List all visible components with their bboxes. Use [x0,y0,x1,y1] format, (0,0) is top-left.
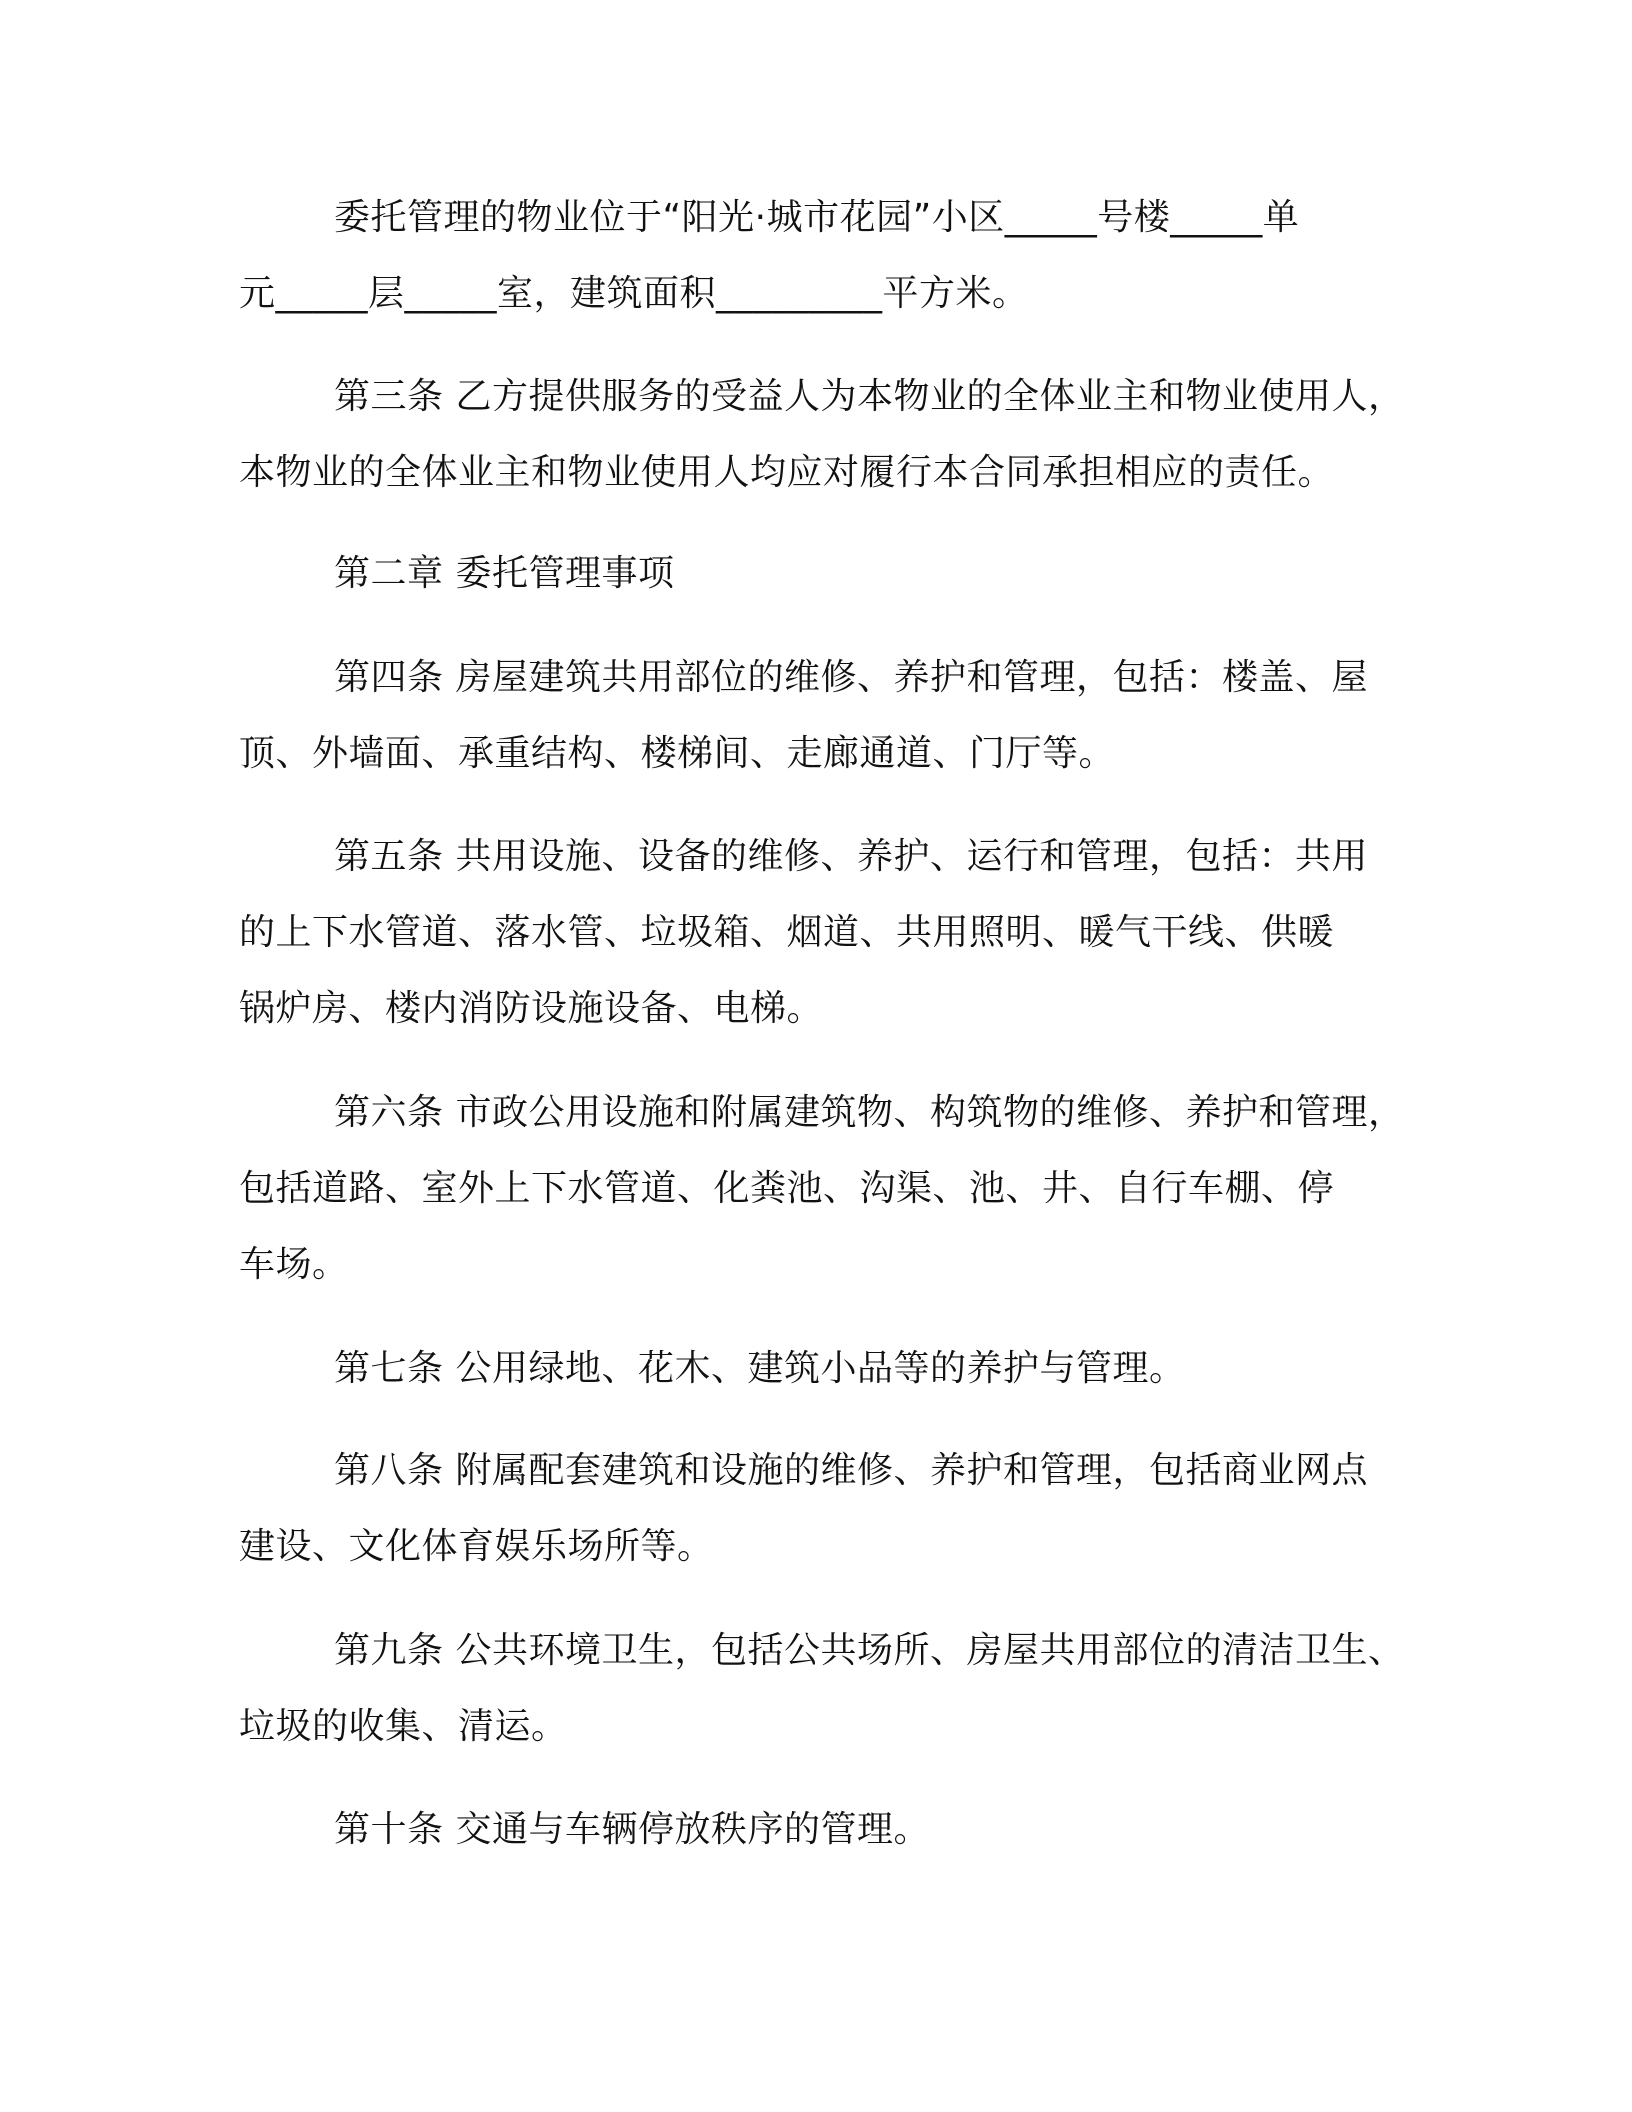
article-10-line-1: 第十条 交通与车辆停放秩序的管理。 [334,1809,930,1850]
article-5-line-1: 第五条 共用设施、设备的维修、养护、运行和管理，包括：共用 [334,836,1368,877]
article-9-line-2: 垃圾的收集、清运。 [239,1706,568,1747]
text-line-location-cont: 元_____层_____室，建筑面积_________平方米。 [239,273,1029,314]
article-6-line-2: 包括道路、室外上下水管道、化粪池、沟渠、池、井、自行车棚、停 [239,1168,1335,1209]
chapter-2-heading: 第二章 委托管理事项 [334,553,675,594]
article-4-line-2: 顶、外墙面、承重结构、楼梯间、走廊通道、门厅等。 [239,733,1116,774]
article-5-line-2: 的上下水管道、落水管、垃圾箱、烟道、共用照明、暖气干线、供暖 [239,912,1335,953]
article-3-line-1: 第三条 乙方提供服务的受益人为本物业的全体业主和物业使用人， [334,376,1405,417]
article-8-line-1: 第八条 附属配套建筑和设施的维修、养护和管理，包括商业网点 [334,1450,1368,1491]
article-5-line-3: 锅炉房、楼内消防设施设备、电梯。 [239,988,824,1029]
text-line-location: 委托管理的物业位于“阳光·城市花园”小区_____号楼_____单 [334,197,1300,238]
article-8-line-2: 建设、文化体育娱乐场所等。 [239,1526,714,1567]
article-6-line-3: 车场。 [239,1244,349,1285]
article-9-line-1: 第九条 公共环境卫生，包括公共场所、房屋共用部位的清洁卫生、 [334,1630,1405,1671]
article-7-line-1: 第七条 公用绿地、花木、建筑小品等的养护与管理。 [334,1348,1186,1389]
article-3-line-2: 本物业的全体业主和物业使用人均应对履行本合同承担相应的责任。 [239,452,1335,493]
article-6-line-1: 第六条 市政公用设施和附属建筑物、构筑物的维修、养护和管理， [334,1092,1405,1133]
article-4-line-1: 第四条 房屋建筑共用部位的维修、养护和管理，包括：楼盖、屋 [334,657,1368,698]
